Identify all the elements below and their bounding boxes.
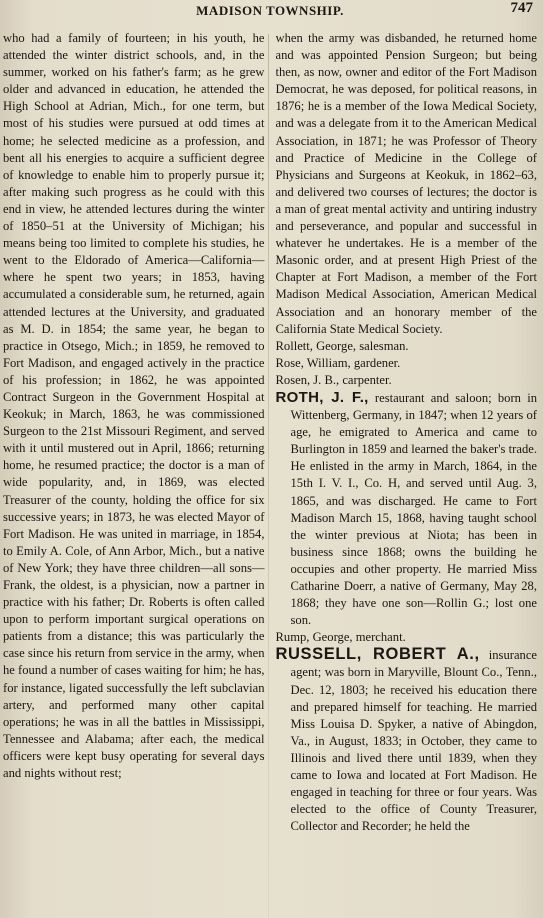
entry-rump: Rump, George, merchant. [275, 630, 406, 645]
entry-rollett: Rollett, George, salesman. [275, 338, 409, 353]
entry-rose: Rose, William, gardener. [275, 355, 401, 370]
entry-roth-text: restaurant and saloon; born in Wittenberg, Germany, in 1847; when 12 years of age, he emigrated to America and came to Burlington in 1859 and learned the baker's trade. He enlisted in the army in March, 1864, in the 15th I. V. I., Co. H, and served until Aug. 3, 1865, and was discharged. He came to Fort Madison March 15, 1868, having taught school the winter previous at Niota; has been in business since 1868; owns the building he occupies and other property. He married Miss Catharine Doerr, a native of Germany, May 28, 1868; they have one son—Rollin G.; lost one son. [290, 390, 537, 628]
entry-russell [276, 646, 538, 835]
entry-russell-name: RUSSELL, ROBERT A., [275, 645, 480, 664]
entry-roth [276, 389, 538, 629]
right-column [276, 30, 538, 918]
roberts-biography-text: who had a family of fourteen; in his youth, he attended the winter district schools, and, in the summer, worked on his father's farm; as he grew older and advanced in education, he attended the High School at Adrian, Mich., for one term, but most of his studies were pursued at odd times at home; he selected medicine as a profession, and bent all his energies to acquire a sufficient degree of knowledge to enable him to properly pursue it; after making such progress as he could with this end in view, he attended lectures during the winter of 1850–51 at the University of Michigan; his means being too limited to complete his studies, he went to the Eldorado of America—California—where he spent two years; in 1853, having accumulated a considerable sum, he returned, again attended lectures at the University, and graduated as M. D. in 1854; the same year, he began to practice in Otsego, Mich.; in 1859, he removed to Fort Madison, and engaged actively in the practice of his profession; in 1862, he was appointed Contract Surgeon in the Government Hospital at Keokuk; in March, 1863, he was commissioned Surgeon to the 21st Missouri Regiment, and served with it until mustered out in April, 1866; returning home, he resumed practice; the doctor is a man of wide popularity, and, in 1869, was elected Treasurer of the county, holding the office for six successive years; in 1873, he was elected Mayor of Fort Madison. He was united in marriage, in 1854, to Emily A. Cole, of Ann Arbor, Mich., but a native of New York; they have three children—all sons—Frank, the oldest, is a physician, now a partner in practice with his father; Dr. Roberts is often called upon to perform important surgical operations on patients from a distance; this was particularly the case since his return from service in the army, when he found a number of cases waiting for him; he has, for instance, ligated successfully the left subclavian artery, and performed many other capital operations; he was in all the battles in Mississippi, Tennessee and Alabama; after each, the medical officers were kept busy operating for several days and nights without rest; [3, 31, 265, 781]
entry-rosen: Rosen, J. B., carpenter. [275, 372, 392, 387]
roberts-biography-continuation: when the army was disbanded, he returned home and was appointed Pension Surgeon; but being then, as now, owner and editor of the Fort Madison Democrat, he was deposed, for political reasons, in 1876; he is a member of the Iowa Medical Society, and was a delegate from it to the American Medical Association, in 1871; he was Professor of Theory and Practice of Medicine in the College of Physicians and Surgeons at Keokuk, in 1862–63, and delivered two courses of lectures; the doctor is a man of great mental activity and untiring industry and perseverance, and popular and successful in whatever he undertakes. He is a member of the Masonic order, and at present High Priest of the Chapter at Fort Madison, a member of the Fort Madison Medical Association, American Medical Association and an honorary member of the California State Medical Society. [275, 31, 537, 336]
text-columns [3, 30, 537, 918]
page-number: 747 [510, 0, 533, 16]
running-head: MADISON TOWNSHIP. [196, 3, 344, 18]
left-column [3, 30, 265, 918]
page-header [3, 0, 537, 30]
entry-russell-text: insurance agent; was born in Maryville, Blount Co., Tenn., Dec. 12, 1803; he received his education there and prepared himself for teaching. He married Miss Louisa D. Spyker, a native of Abingdon, Va., in August, 1833; in October, they came to Illinois and lived there until 1839, when they came to Iowa and located at Fort Madison. He engaged in teaching for three or four years. Was elected to the office of County Treasurer, Collector and Recorder; he held the [290, 648, 537, 834]
entry-roth-name: ROTH, J. F., [275, 388, 369, 406]
